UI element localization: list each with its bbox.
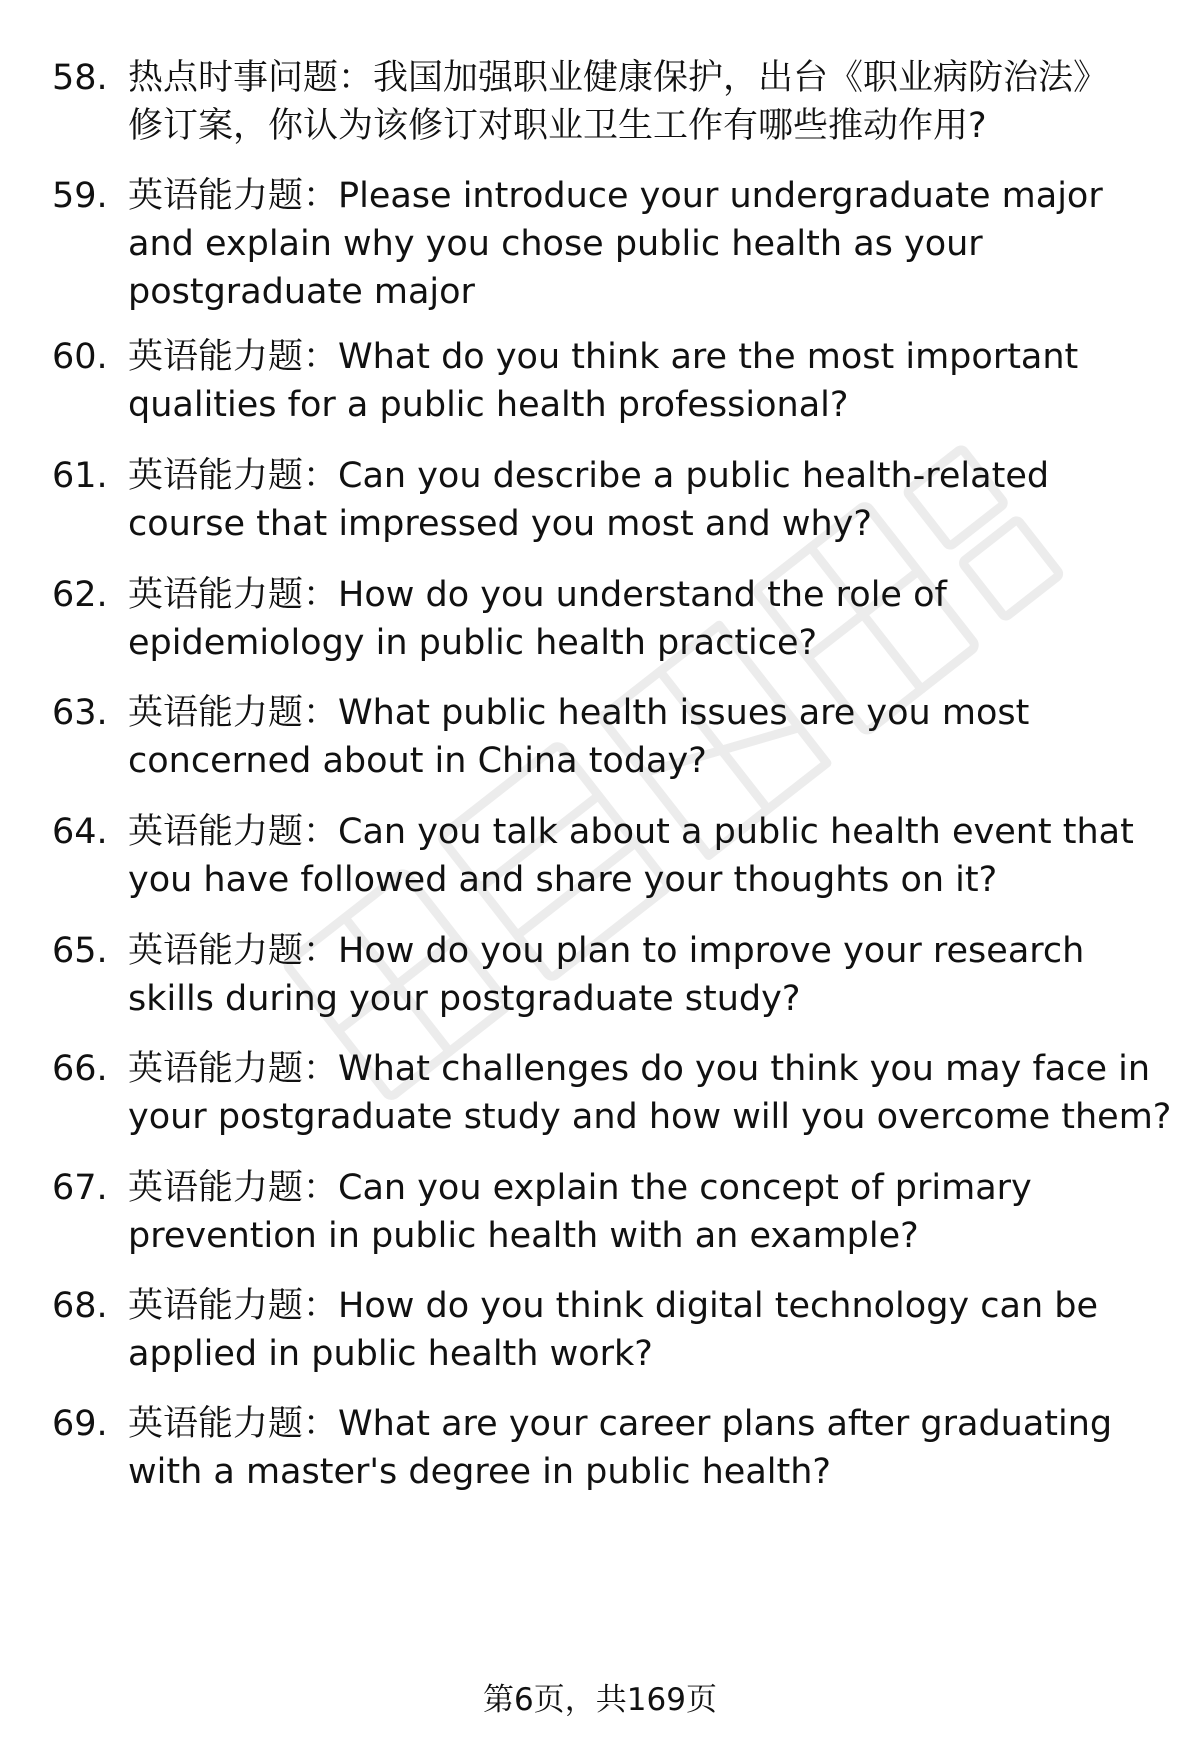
question-text [128,1400,1173,1496]
question-line: 英语能力题：Can you describe a public health-related [128,456,1050,496]
question-line: and explain why you chose public health as your [128,224,983,264]
question-number: 65. [52,931,108,971]
question-line: 英语能力题：How do you think digital technology can be [128,1286,1099,1326]
question-line: 英语能力题：What do you think are the most important [128,337,1079,377]
question-line: qualities for a public health professional? [128,385,849,425]
question-number: 60. [52,337,108,377]
question-line: 英语能力题：How do you understand the role of [128,575,947,615]
question-number: 68. [52,1286,108,1326]
question-line: 英语能力题：What public health issues are you most [128,693,1030,733]
question-line: 热点时事问题：我国加强职业健康保护，出台《职业病防治法》 [128,58,1109,98]
question-text [128,1164,1173,1260]
question-number: 59. [52,176,108,216]
question-number: 64. [52,812,108,852]
question-line: epidemiology in public health practice? [128,623,818,663]
question-number: 61. [52,456,108,496]
question-line: applied in public health work? [128,1334,653,1374]
question-line: 修订案，你认为该修订对职业卫生工作有哪些推动作用? [128,106,987,146]
question-text [128,808,1173,904]
question-text [128,571,1173,667]
question-line: your postgraduate study and how will you overcome them? [128,1097,1172,1137]
question-number: 63. [52,693,108,733]
question-text [128,333,1173,429]
question-line: 英语能力题：Please introduce your undergraduate major [128,176,1103,216]
question-line: course that impressed you most and why? [128,504,872,544]
question-line: skills during your postgraduate study? [128,979,801,1019]
question-text [128,452,1173,548]
question-line: with a master's degree in public health? [128,1452,831,1492]
question-number: 62. [52,575,108,615]
question-text [128,172,1173,316]
question-line: 英语能力题：Can you explain the concept of primary [128,1168,1032,1208]
question-line: 英语能力题：What are your career plans after graduating [128,1404,1113,1444]
question-number: 66. [52,1049,108,1089]
question-text [128,927,1173,1023]
question-line: concerned about in China today? [128,741,707,781]
question-text [128,689,1173,785]
question-number: 67. [52,1168,108,1208]
question-text [128,1045,1173,1141]
page-footer: 第6页，共169页 [483,1682,717,1718]
question-text [128,54,1173,150]
question-line: postgraduate major [128,272,475,312]
question-number: 58. [52,58,108,98]
question-line: prevention in public health with an example? [128,1216,919,1256]
question-number: 69. [52,1404,108,1444]
question-text [128,1282,1173,1378]
question-line: you have followed and share your thoughts on it? [128,860,998,900]
question-line: 英语能力题：What challenges do you think you may face in [128,1049,1151,1089]
question-line: 英语能力题：How do you plan to improve your research [128,931,1085,971]
question-line: 英语能力题：Can you talk about a public health event that [128,812,1134,852]
